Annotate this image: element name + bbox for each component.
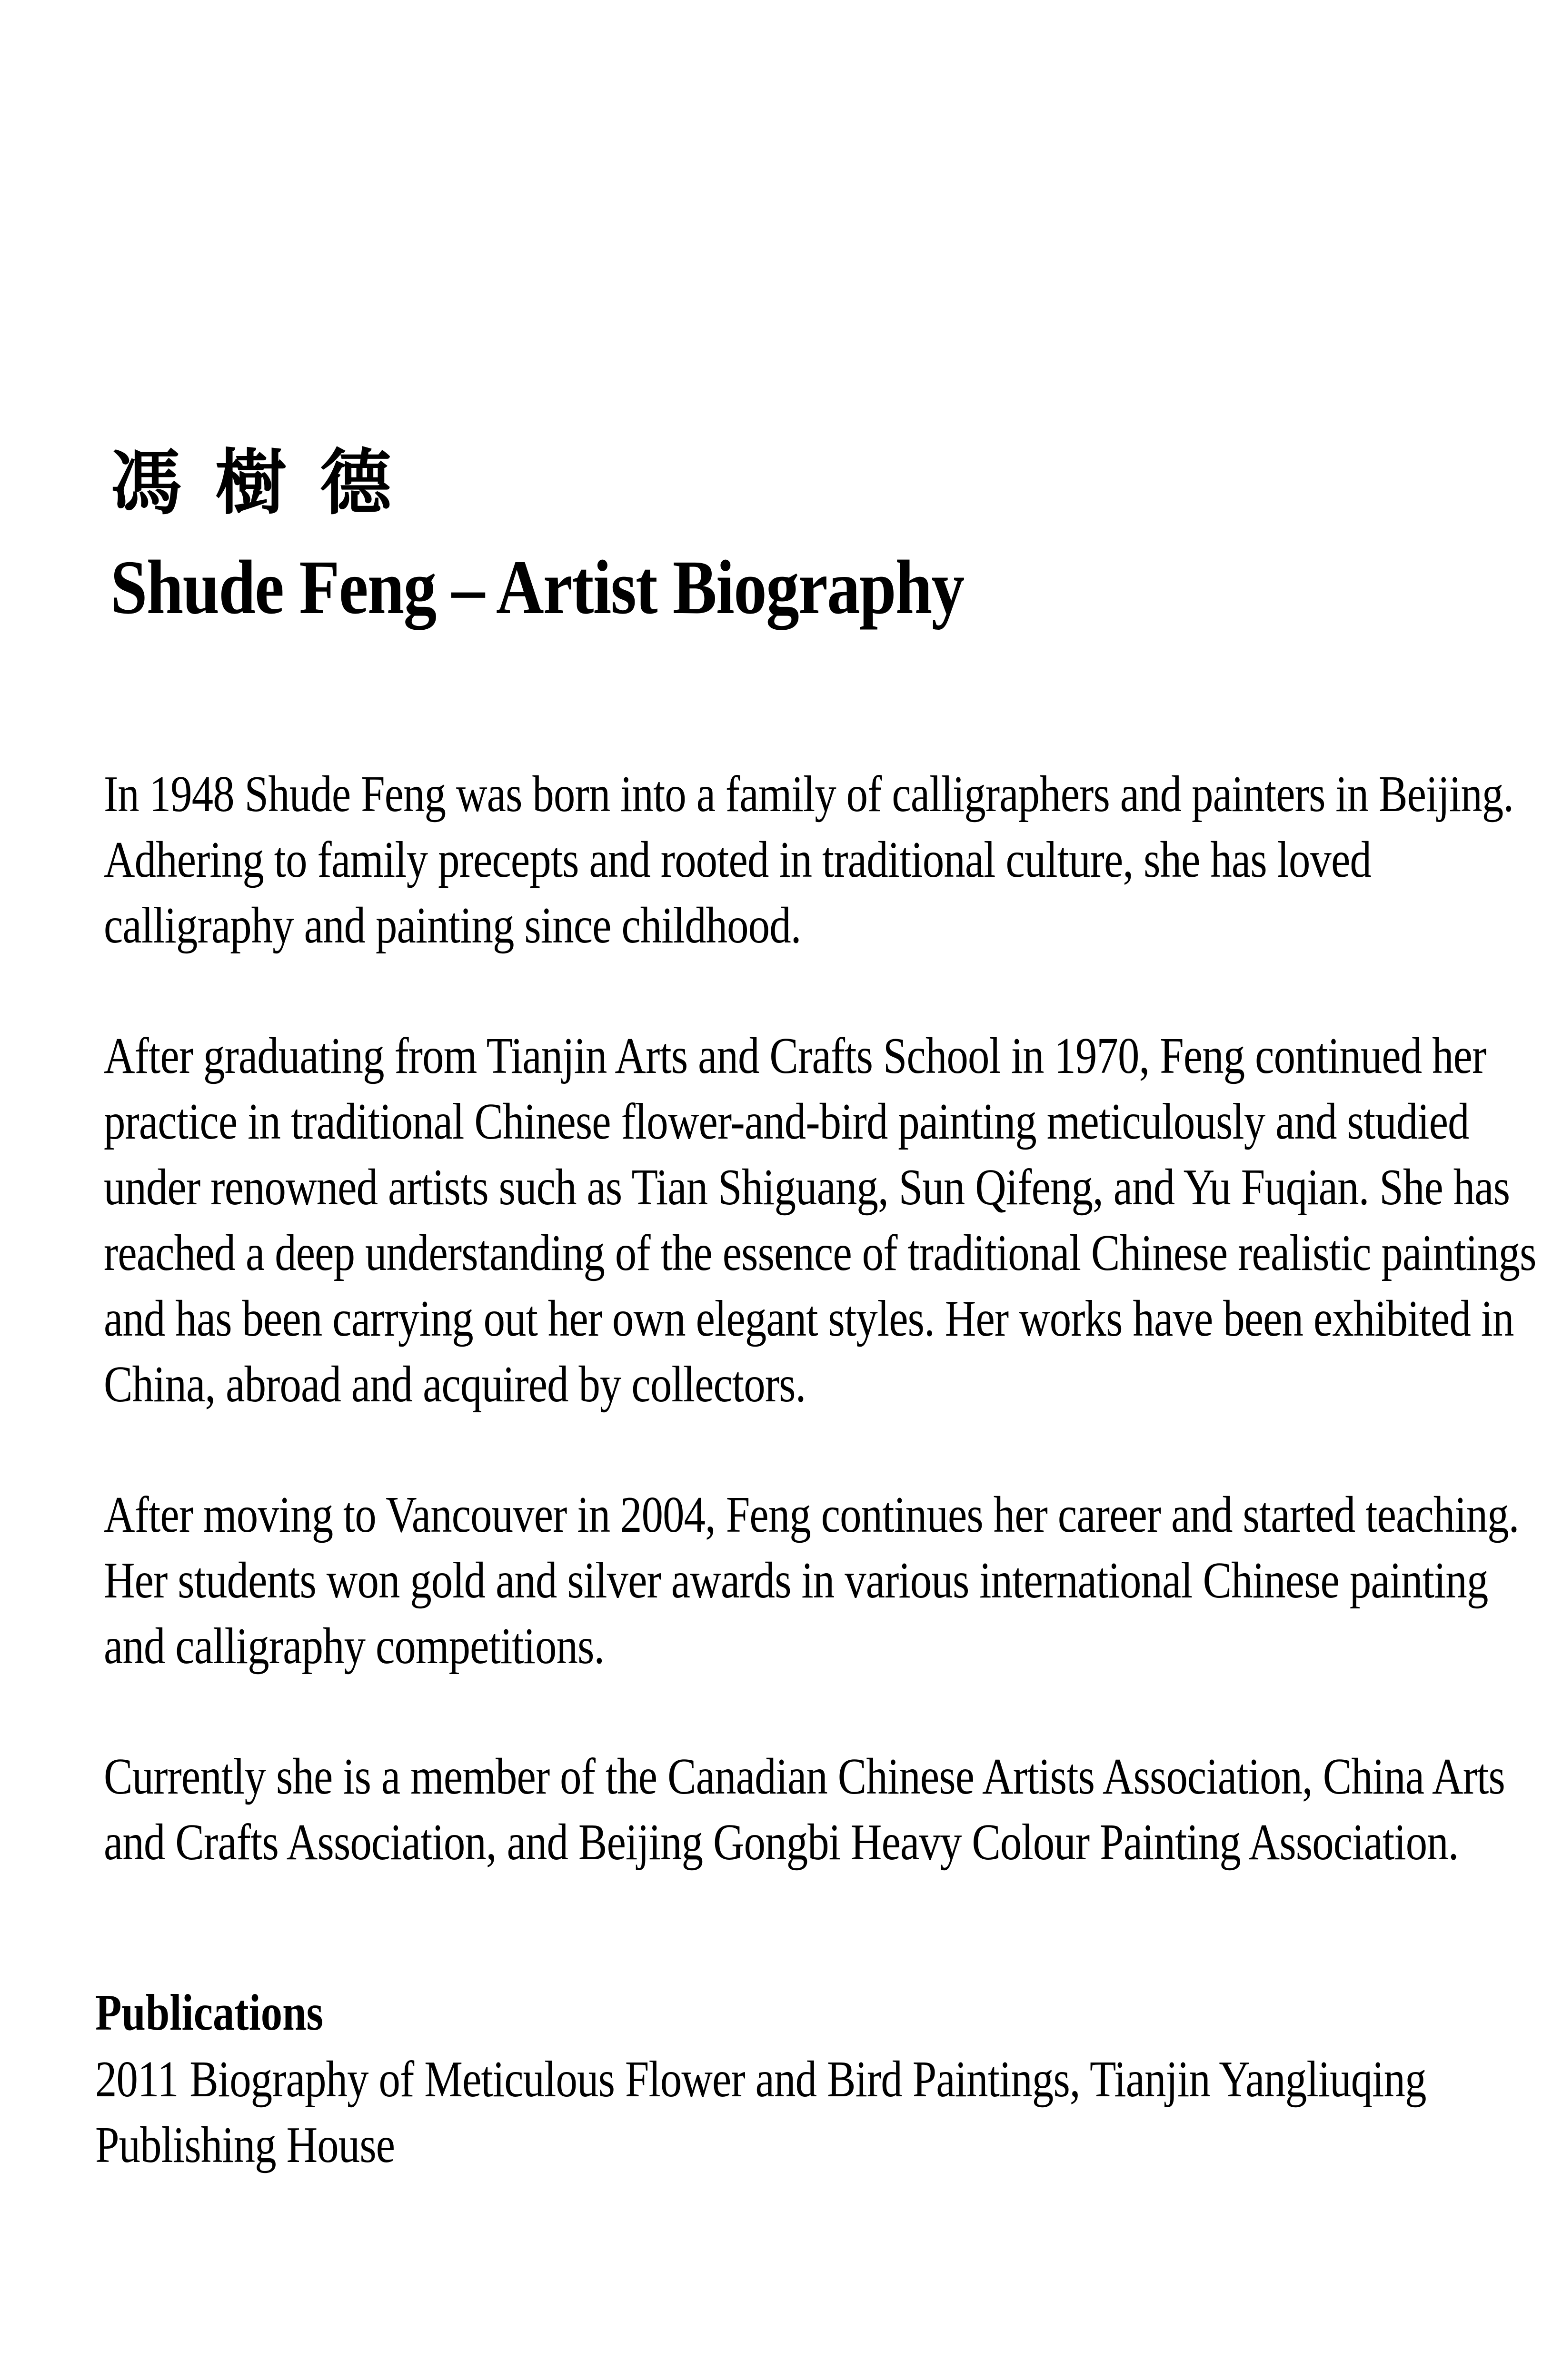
text-line: and calligraphy competitions. — [104, 1618, 605, 1675]
text-line: practice in traditional Chinese flower-and-bird painting meticulously and studied — [104, 1093, 1469, 1150]
text-line: Currently she is a member of the Canadian Chinese Artists Association, China Arts — [104, 1748, 1505, 1805]
publication-title: Biography of Meticulous Flower and Bird Paintings, Tianjin Yangliuqing — [189, 2051, 1426, 2108]
text-line: and Crafts Association, and Beijing Gongbi Heavy Colour Painting Association. — [104, 1814, 1459, 1871]
text-line: reached a deep understanding of the essence of traditional Chinese realistic paintings — [104, 1225, 1536, 1281]
text-line: After moving to Vancouver in 2004, Feng continues her career and started teaching. — [104, 1487, 1519, 1543]
text-line: After graduating from Tianjin Arts and Crafts School in 1970, Feng continued her — [104, 1028, 1486, 1084]
page-title: Shude Feng – Artist Biography — [110, 545, 964, 630]
text-line: In 1948 Shude Feng was born into a family of calligraphers and painters in Beijing. — [104, 766, 1514, 823]
biography-paragraph-4 — [104, 1744, 1505, 1875]
biography-body — [104, 762, 1536, 1940]
text-line: Adhering to family precepts and rooted in traditional culture, she has loved — [104, 832, 1372, 888]
biography-paragraph-2 — [104, 1023, 1536, 1418]
publication-entry — [95, 2047, 1426, 2178]
publications-heading: Publications — [95, 1984, 323, 2041]
text-line: Her students won gold and silver awards in various international Chinese painting — [104, 1552, 1488, 1609]
text-line: and has been carrying out her own elegant styles. Her works have been exhibited in — [104, 1290, 1514, 1347]
text-line: China, abroad and acquired by collectors. — [104, 1356, 806, 1413]
chinese-name: 馮樹德 — [110, 442, 425, 525]
publication-year: 2011 — [95, 2051, 179, 2108]
publication-publisher: Publishing House — [95, 2117, 395, 2173]
text-line: under renowned artists such as Tian Shiguang, Sun Qifeng, and Yu Fuqian. She has — [104, 1159, 1510, 1216]
text-line: calligraphy and painting since childhood. — [104, 897, 801, 954]
biography-paragraph-1 — [104, 762, 1514, 959]
biography-paragraph-3 — [104, 1482, 1519, 1679]
publication-line — [95, 2047, 1426, 2112]
